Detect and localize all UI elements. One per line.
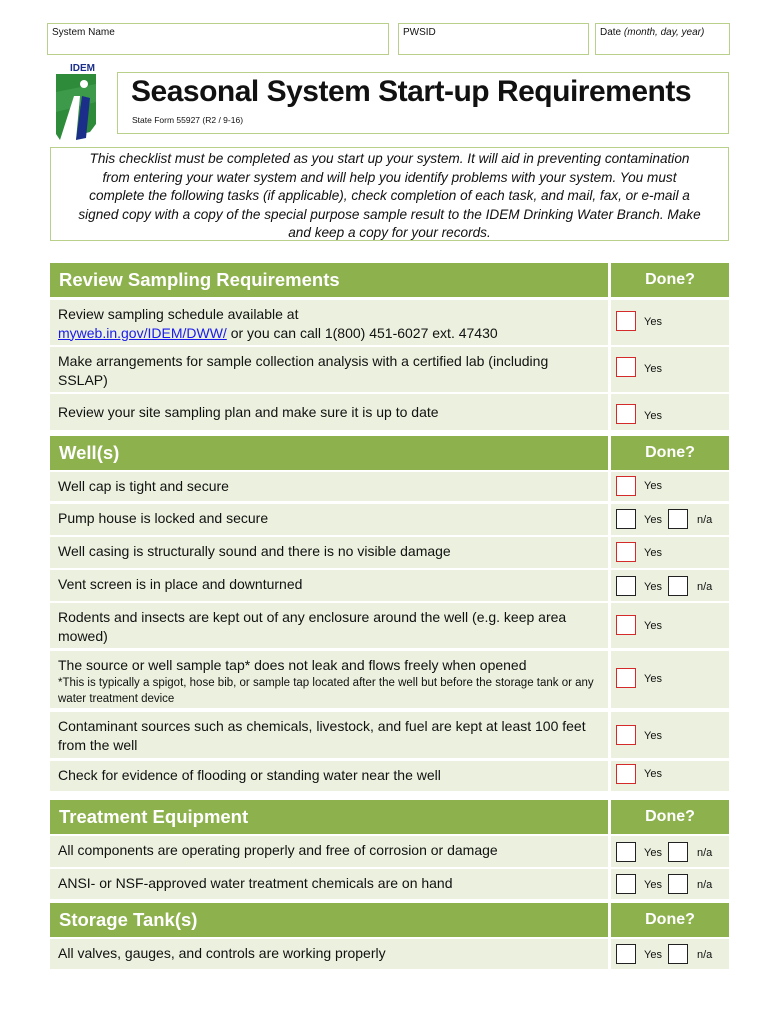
- yes-checkbox[interactable]: [616, 874, 636, 894]
- yes-label: Yes: [644, 879, 662, 891]
- row-text-part: or you can call 1(800) 451-6027 ext. 47430: [226, 324, 498, 341]
- section-header-storage: [50, 903, 729, 937]
- idem-logo-text: IDEM: [70, 63, 95, 74]
- section-title: Review Sampling Requirements: [50, 263, 608, 297]
- row-text: Review your site sampling plan and make sure it is up to date: [50, 394, 608, 430]
- yes-label: Yes: [644, 410, 662, 422]
- yes-checkbox[interactable]: [616, 668, 636, 688]
- yes-label: Yes: [644, 480, 662, 492]
- done-cell: [611, 537, 729, 568]
- na-checkbox[interactable]: [668, 842, 688, 862]
- yes-label: Yes: [644, 363, 662, 375]
- state-form-number: State Form 55927 (R2 / 9-16): [132, 115, 244, 125]
- section-title: Well(s): [50, 436, 608, 470]
- checklist-row: [50, 472, 729, 501]
- yes-label: Yes: [644, 620, 662, 632]
- row-text: Well casing is structurally sound and there is no visible damage: [50, 537, 608, 568]
- idem-logo: [46, 62, 108, 142]
- section-header-treatment: [50, 800, 729, 834]
- checklist-row: [50, 603, 729, 648]
- idem-dww-link[interactable]: myweb.in.gov/IDEM/DWW/: [58, 324, 227, 341]
- done-cell: [611, 651, 729, 708]
- row-text-part: Review sampling schedule available at: [58, 306, 299, 322]
- yes-checkbox[interactable]: [616, 764, 636, 784]
- done-cell: [611, 869, 729, 899]
- na-label: n/a: [697, 514, 713, 526]
- done-cell: [611, 472, 729, 501]
- yes-checkbox[interactable]: [616, 542, 636, 562]
- date-field[interactable]: [595, 23, 730, 55]
- checklist-row: [50, 651, 729, 708]
- yes-label: Yes: [644, 581, 662, 593]
- na-label: n/a: [697, 879, 713, 891]
- yes-label: Yes: [644, 949, 662, 961]
- yes-checkbox[interactable]: [616, 725, 636, 745]
- yes-label: Yes: [644, 514, 662, 526]
- title-box: [117, 72, 729, 134]
- sample-tap-footnote: *This is typically a spigot, hose bib, or sample tap located after the well but before the storage tank or any water treatment device: [58, 676, 594, 705]
- row-text: Rodents and insects are kept out of any enclosure around the well (e.g. keep area mowed): [50, 603, 608, 648]
- pwsid-label: PWSID: [403, 27, 436, 38]
- section-title: Storage Tank(s): [50, 903, 608, 937]
- row-text: Contaminant sources such as chemicals, livestock, and fuel are kept at least 100 feet from the well: [50, 712, 608, 758]
- done-cell: [611, 347, 729, 392]
- checklist-row: [50, 394, 729, 430]
- checklist-row: [50, 570, 729, 601]
- done-cell: [611, 603, 729, 648]
- checklist-row: [50, 761, 729, 791]
- done-cell: [611, 939, 729, 969]
- yes-checkbox[interactable]: [616, 509, 636, 529]
- date-label: Date: [600, 27, 622, 38]
- system-name-field[interactable]: [47, 23, 389, 55]
- na-label: n/a: [697, 581, 713, 593]
- yes-checkbox[interactable]: [616, 944, 636, 964]
- checklist-row: [50, 939, 729, 969]
- yes-checkbox[interactable]: [616, 476, 636, 496]
- system-name-label: System Name: [52, 27, 115, 38]
- yes-label: Yes: [644, 730, 662, 742]
- section-header-wells: [50, 436, 729, 470]
- row-text: Vent screen is in place and downturned: [50, 570, 608, 601]
- na-label: n/a: [697, 949, 713, 961]
- done-cell: [611, 300, 729, 345]
- done-cell: [611, 504, 729, 535]
- done-cell: [611, 761, 729, 791]
- yes-label: Yes: [644, 316, 662, 328]
- checklist-row: [50, 712, 729, 758]
- yes-checkbox[interactable]: [616, 842, 636, 862]
- row-text: Well cap is tight and secure: [50, 472, 608, 501]
- yes-checkbox[interactable]: [616, 404, 636, 424]
- checklist-row: [50, 347, 729, 392]
- done-cell: [611, 570, 729, 601]
- row-text: Pump house is locked and secure: [50, 504, 608, 535]
- yes-checkbox[interactable]: [616, 576, 636, 596]
- na-checkbox[interactable]: [668, 576, 688, 596]
- section-header-sampling: [50, 263, 729, 297]
- page-title: Seasonal System Start-up Requirements: [131, 75, 692, 108]
- na-checkbox[interactable]: [668, 509, 688, 529]
- row-text: [50, 651, 608, 708]
- row-text: All valves, gauges, and controls are working properly: [50, 939, 608, 969]
- yes-checkbox[interactable]: [616, 311, 636, 331]
- yes-checkbox[interactable]: [616, 357, 636, 377]
- row-text: ANSI- or NSF-approved water treatment chemicals are on hand: [50, 869, 608, 899]
- row-text: Make arrangements for sample collection analysis with a certified lab (including SSLAP): [50, 347, 608, 392]
- done-cell: [611, 394, 729, 430]
- row-text: All components are operating properly and free of corrosion or damage: [50, 836, 608, 867]
- checklist-row: [50, 836, 729, 867]
- intro-text: This checklist must be completed as you start up your system. It will aid in preventing contamination from entering your water system and will help you identify problems with your system. You must complete the following tasks (if applicable), check completion of each task, and mail, fax, or e-mail a signed copy with a copy of the special purpose sample result to the IDEM Drinking Water Branch. Make and keep a copy for your records.: [50, 147, 729, 241]
- date-hint: (month, day, year): [623, 27, 705, 38]
- yes-label: Yes: [644, 547, 662, 559]
- na-checkbox[interactable]: [668, 944, 688, 964]
- done-header: Done?: [611, 263, 729, 297]
- yes-checkbox[interactable]: [616, 615, 636, 635]
- checklist-row: [50, 504, 729, 535]
- section-title: Treatment Equipment: [50, 800, 608, 834]
- row-text: [50, 300, 608, 345]
- row-text: Check for evidence of flooding or standing water near the well: [50, 761, 608, 791]
- checklist-row: [50, 869, 729, 899]
- done-header: Done?: [611, 903, 729, 937]
- yes-label: Yes: [644, 847, 662, 859]
- done-cell: [611, 712, 729, 758]
- na-checkbox[interactable]: [668, 874, 688, 894]
- checklist-row: [50, 537, 729, 568]
- done-header: Done?: [611, 800, 729, 834]
- pwsid-field[interactable]: [398, 23, 589, 55]
- checklist-row: [50, 300, 729, 345]
- yes-label: Yes: [644, 768, 662, 780]
- row-text-part: The source or well sample tap* does not leak and flows freely when opened: [58, 657, 527, 673]
- done-cell: [611, 836, 729, 867]
- yes-label: Yes: [644, 673, 662, 685]
- na-label: n/a: [697, 847, 713, 859]
- done-header: Done?: [611, 436, 729, 470]
